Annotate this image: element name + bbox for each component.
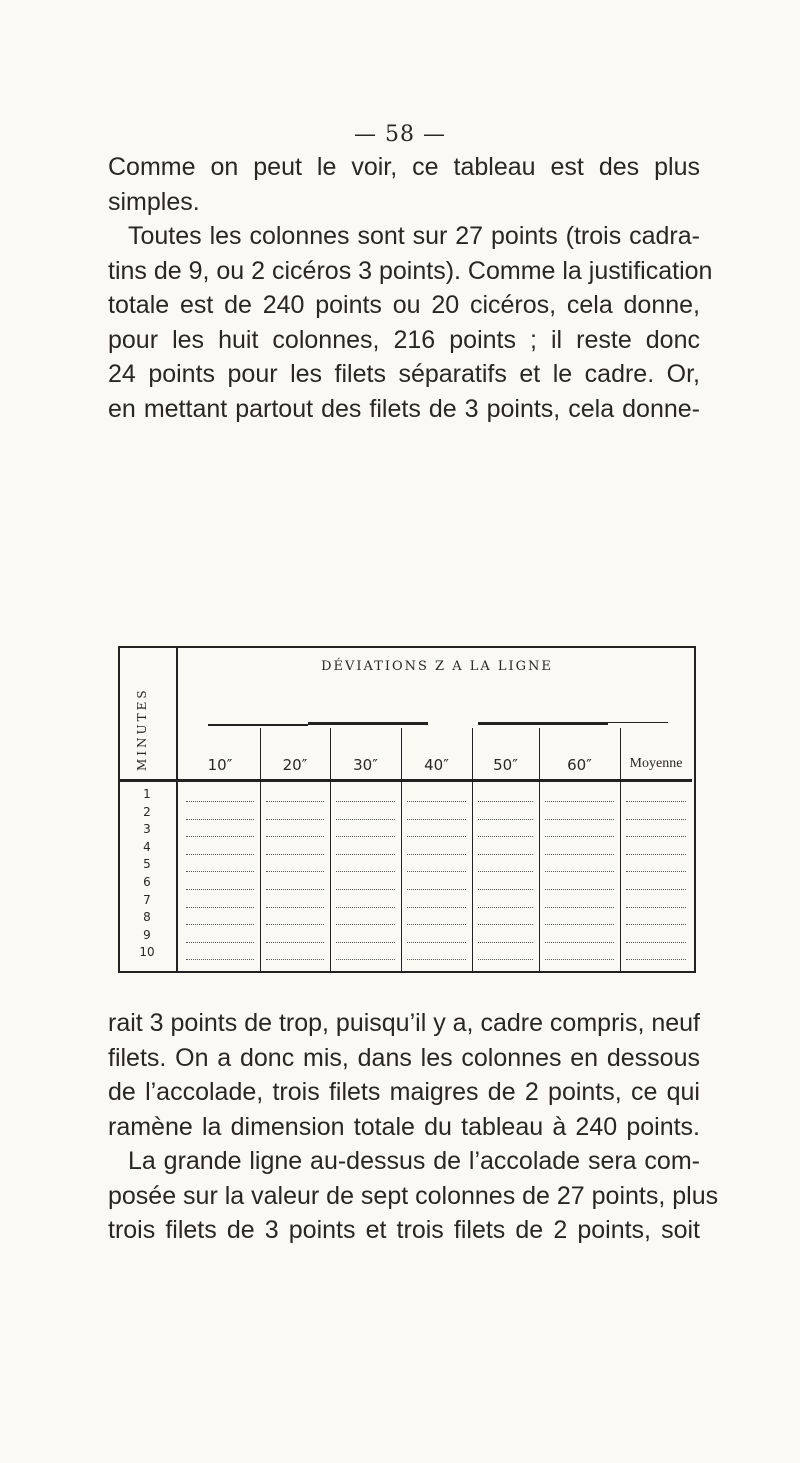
dotted-leader (626, 836, 686, 837)
dotted-leader (336, 907, 395, 908)
text-line: posée sur la valeur de sept colonnes de 27 points, plus (108, 1181, 719, 1210)
dotted-leader (545, 801, 614, 802)
dotted-leader (266, 889, 324, 890)
dotted-leader (407, 836, 466, 837)
dotted-leader (407, 942, 466, 943)
row-number: 2 (143, 804, 151, 819)
column-header-10: 10″ (207, 756, 233, 774)
dotted-leader (478, 836, 533, 837)
page-number: — 58 — (354, 122, 446, 147)
dotted-leader (186, 819, 254, 820)
dotted-leader (336, 801, 395, 802)
dotted-leader (478, 871, 533, 872)
text-line: de l’accolade, trois filets maigres de 2 points, ce qui (108, 1078, 700, 1106)
dotted-leader (407, 819, 466, 820)
brace-line-mid (308, 722, 428, 725)
dotted-leader (266, 959, 324, 960)
dotted-leader (407, 854, 466, 855)
row-number: 9 (143, 927, 151, 942)
row-number: 6 (143, 875, 151, 889)
row-number: 8 (143, 910, 151, 925)
dotted-leader (478, 942, 533, 943)
text-line: simples. (108, 187, 200, 216)
dotted-leader (478, 854, 533, 855)
dotted-leader (545, 959, 614, 960)
dotted-leader (545, 854, 614, 855)
dotted-leader (266, 854, 324, 855)
brace-line-left (208, 724, 308, 726)
dotted-leader (545, 836, 614, 837)
text-line: tins de 9, ou 2 cicéros 3 points). Comme la justification (108, 256, 713, 285)
row-number: 1 (143, 787, 151, 801)
dotted-leader (545, 871, 614, 872)
dotted-leader (626, 942, 686, 943)
dotted-leader (266, 942, 324, 943)
minutes-separator (176, 646, 178, 973)
dotted-leader (407, 871, 466, 872)
column-header-20: 20″ (282, 756, 308, 774)
dotted-leader (336, 924, 395, 925)
text-line: totale est de 240 points ou 20 cicéros, cela donne, (108, 291, 700, 319)
text-line: Toutes les colonnes sont sur 27 points (trois cadra- (128, 222, 700, 250)
dotted-leader (407, 801, 466, 802)
column-header-30: 30″ (353, 756, 378, 774)
dotted-leader (336, 819, 395, 820)
header-rule (118, 779, 692, 782)
row-number: 10 (139, 945, 155, 960)
dotted-leader (545, 924, 614, 925)
column-header-40: 40″ (424, 756, 449, 774)
group-header: DÉVIATIONS Z A LA LIGNE (321, 659, 553, 674)
row-number: 4 (143, 839, 151, 854)
column-header-50: 50″ (493, 756, 518, 774)
text-line: pour les huit colonnes, 216 points ; il reste donc (108, 325, 700, 354)
dotted-leader (336, 871, 395, 872)
dotted-leader (478, 889, 533, 890)
dotted-leader (186, 889, 254, 890)
brace-line-end (608, 722, 668, 723)
dotted-leader (407, 889, 466, 890)
dotted-leader (407, 924, 466, 925)
dotted-leader (407, 959, 466, 960)
dotted-leader (626, 889, 686, 890)
minutes-header: MINUTES (135, 687, 149, 771)
dotted-leader (336, 854, 395, 855)
dotted-leader (186, 959, 254, 960)
row-number: 5 (143, 857, 151, 872)
text-line: en mettant partout des filets de 3 points, cela donne- (108, 394, 700, 423)
dotted-leader (626, 854, 686, 855)
dotted-leader (478, 819, 533, 820)
dotted-leader (186, 871, 254, 872)
dotted-leader (336, 836, 395, 837)
dotted-leader (545, 819, 614, 820)
column-header-moyenne: Moyenne (629, 756, 683, 771)
dotted-leader (626, 819, 686, 820)
dotted-leader (336, 959, 395, 960)
dotted-leader (266, 924, 324, 925)
text-line: 24 points pour les filets séparatifs et le cadre. Or, (108, 360, 700, 388)
text-line: La grande ligne au-dessus de l’accolade sera com- (128, 1147, 700, 1175)
column-header-60: 60″ (567, 756, 592, 774)
dotted-leader (478, 907, 533, 908)
dotted-leader (186, 924, 254, 925)
dotted-leader (407, 907, 466, 908)
dotted-leader (626, 871, 686, 872)
text-line: filets. On a donc mis, dans les colonnes en dessous (108, 1043, 700, 1072)
dotted-leader (545, 889, 614, 890)
dotted-leader (478, 959, 533, 960)
text-line: trois filets de 3 points et trois filets de 2 points, soit (108, 1216, 700, 1244)
dotted-leader (266, 801, 324, 802)
dotted-leader (266, 871, 324, 872)
dotted-leader (186, 942, 254, 943)
row-number: 3 (143, 822, 151, 837)
dotted-leader (186, 801, 254, 802)
dotted-leader (626, 801, 686, 802)
dotted-leader (336, 942, 395, 943)
dotted-leader (545, 942, 614, 943)
dotted-leader (626, 924, 686, 925)
row-number: 7 (143, 892, 151, 907)
text-line: ramène la dimension totale du tableau à 240 points. (108, 1112, 700, 1141)
dotted-leader (266, 836, 324, 837)
dotted-leader (478, 801, 533, 802)
dotted-leader (478, 924, 533, 925)
dotted-leader (626, 907, 686, 908)
dotted-leader (266, 907, 324, 908)
dotted-leader (186, 907, 254, 908)
deviation-table (118, 646, 696, 973)
brace-line-right (478, 722, 608, 725)
text-line: Comme on peut le voir, ce tableau est des plus (108, 153, 700, 181)
dotted-leader (545, 907, 614, 908)
dotted-leader (626, 959, 686, 960)
paragraph-top (108, 150, 713, 426)
dotted-leader (266, 819, 324, 820)
dotted-leader (186, 836, 254, 837)
text-line: rait 3 points de trop, puisqu’il y a, cadre compris, neuf (108, 1009, 700, 1037)
dotted-leader (186, 854, 254, 855)
dotted-leader (336, 889, 395, 890)
paragraph-bottom (108, 1006, 719, 1248)
